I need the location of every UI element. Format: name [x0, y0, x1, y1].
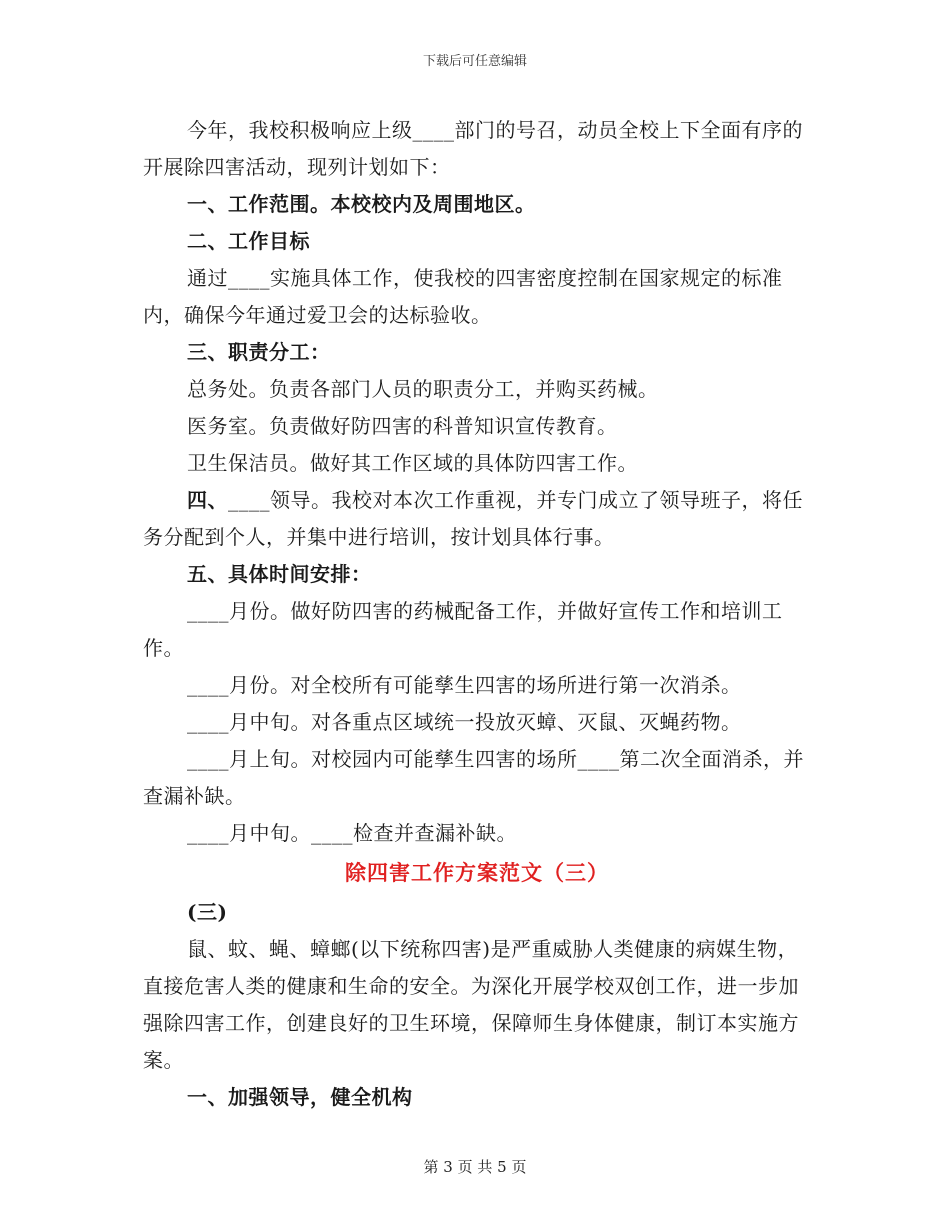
paragraph-cleaners: 卫生保洁员。做好其工作区域的具体防四害工作。 — [187, 451, 638, 475]
heading-leadership-label: 四、 — [187, 488, 228, 512]
schedule-item: ____月中旬。对各重点区域统一投放灭蟑、灭鼠、灭蝇药物。 — [187, 710, 742, 734]
page-footer: 第 3 页 共 5 页 — [423, 1158, 527, 1176]
paragraph-clinic: 医务室。负责做好防四害的科普知识宣传教育。 — [187, 414, 618, 438]
schedule-item: ____月份。做好防四害的药械配备工作，并做好宣传工作和培训工作。 — [143, 599, 783, 660]
paragraph-leadership — [143, 482, 811, 556]
paragraph-section-intro: 鼠、蚊、蝇、蟑螂(以下统称四害)是严重威胁人类健康的病媒生物，直接危害人类的健康和生命的安全。为深化开展学校双创工作，进一步加强除四害工作，创建良好的卫生环境，保障师生身体健康，制订本实施方案。 — [143, 937, 799, 1072]
document-body — [143, 112, 811, 1116]
section-title: 除四害工作方案范文（三） — [345, 860, 609, 885]
paragraph-intro: 今年，我校积极响应上级____部门的号召，动员全校上下全面有序的开展除四害活动，现列计划如下： — [143, 118, 803, 179]
schedule-item: ____月份。对全校所有可能孳生四害的场所进行第一次消杀。 — [187, 673, 742, 697]
paragraph-work-goal: 通过____实施具体工作，使我校的四害密度控制在国家规定的标准内，确保今年通过爱卫会的达标验收。 — [143, 266, 783, 327]
page-header: 下载后可任意编辑 — [422, 54, 527, 69]
heading-schedule: 五、具体时间安排： — [187, 562, 372, 586]
heading-responsibilities: 三、职责分工： — [187, 340, 331, 364]
heading-work-goal: 二、工作目标 — [187, 229, 310, 253]
paragraph-leadership-text: ____领导。我校对本次工作重视，并专门成立了领导班子，将任务分配到个人，并集中进行培训，按计划具体行事。 — [143, 488, 803, 549]
paragraph-general-affairs: 总务处。负责各部门人员的职责分工，并购买药械。 — [187, 377, 659, 401]
subsection-label: (三) — [187, 900, 228, 924]
schedule-item: ____月中旬。____检查并查漏补缺。 — [187, 821, 517, 845]
heading-work-scope: 一、工作范围。本校校内及周围地区。 — [187, 192, 536, 216]
heading-leadership-organization: 一、加强领导，健全机构 — [187, 1085, 413, 1109]
schedule-item: ____月上旬。对校园内可能孳生四害的场所____第二次全面消杀，并查漏补缺。 — [143, 747, 804, 808]
